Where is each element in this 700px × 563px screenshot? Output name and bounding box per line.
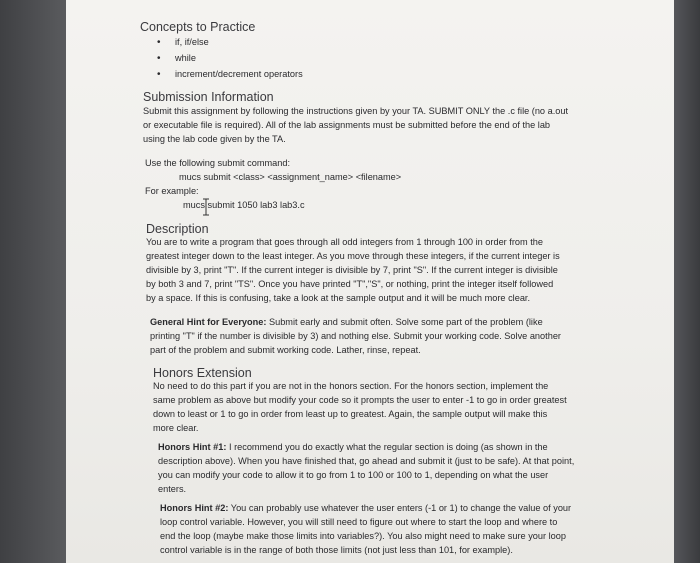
submit-command-label: Use the following submit command: <box>145 158 291 168</box>
left-background <box>0 0 66 563</box>
honors-hint1-line <box>158 440 548 455</box>
description-line: divisible by 3, print "T". If the current integer is divisible by 7, print "S". If the current integer is divisible <box>146 265 558 275</box>
submit-command: mucs submit <class> <assignment_name> <filename> <box>179 172 402 182</box>
honors-hint1-line: enters. <box>158 484 187 494</box>
document-page <box>66 0 674 563</box>
text-cursor-icon <box>202 198 210 216</box>
concept-item: while <box>175 53 196 63</box>
honors-line: more clear. <box>153 423 199 433</box>
honors-hint1-text: I recommend you do exactly what the regular section is doing (as shown in the <box>226 442 548 452</box>
description-line: by a space. If this is confusing, take a look at the sample output and it will be much more clear. <box>146 293 531 303</box>
concept-item: if, if/else <box>175 37 209 47</box>
general-hint-line: printing "T" if the number is divisible by 3) and nothing else. Submit your working code. Solve another <box>150 331 561 341</box>
honors-hint1-line: you can modify your code to allow it to go from 1 to 100 or 100 to 1, depending on what the user <box>158 470 549 480</box>
description-line: greatest integer down to the least integer. As you move through these integers, if the current integer is <box>146 251 560 261</box>
submission-line: or executable file is required). All of the lab assignments must be submitted before the end of the lab <box>143 120 551 130</box>
submission-line: Submit this assignment by following the instructions given by your TA. SUBMIT ONLY the .c file (no a.out <box>143 106 569 116</box>
honors-line: down to least or 1 to go in order from least up to greatest. Again, the sample output will make this <box>153 409 548 419</box>
honors-hint2-label: Honors Hint #2: <box>160 503 229 513</box>
example-command: mucs submit 1050 lab3 lab3.c <box>183 200 305 210</box>
general-hint-line <box>150 315 543 330</box>
honors-hint2-line: loop control variable. However, you will still need to figure out where to start the loop and where to <box>160 517 558 527</box>
general-hint-line: part of the problem and submit working code. Lather, rinse, repeat. <box>150 345 421 355</box>
concept-item: increment/decrement operators <box>175 69 303 79</box>
concept-bullet: • <box>157 69 161 80</box>
description-line: by both 3 and 7, print "TS". Once you have printed "T","S", or nothing, print the integer itself followed <box>146 279 554 289</box>
submission-line: using the lab code given by the TA. <box>143 134 286 144</box>
description-line: You are to write a program that goes through all odd integers from 1 through 100 in order from the <box>146 237 543 247</box>
concept-bullet: • <box>157 37 161 48</box>
honors-hint1-label: Honors Hint #1: <box>158 442 227 452</box>
submission-heading: Submission Information <box>143 90 274 104</box>
general-hint-text: Submit early and submit often. Solve some part of the problem (like <box>266 317 543 327</box>
right-background <box>674 0 700 563</box>
honors-heading: Honors Extension <box>153 366 252 380</box>
honors-line: No need to do this part if you are not in the honors section. For the honors section, implement the <box>153 381 549 391</box>
honors-line: same problem as above but modify your code so it prompts the user to enter -1 to go in order greatest <box>153 395 567 405</box>
honors-hint1-line: description above). When you have finished that, go ahead and submit it (just to be safe). At that point, <box>158 456 575 466</box>
honors-hint2-line <box>160 501 571 516</box>
description-heading: Description <box>146 222 209 236</box>
concept-bullet: • <box>157 53 161 64</box>
example-label: For example: <box>145 186 199 196</box>
concepts-heading: Concepts to Practice <box>140 20 256 34</box>
general-hint-label: General Hint for Everyone: <box>150 317 267 327</box>
honors-hint2-text: You can probably use whatever the user enters (-1 or 1) to change the value of your <box>228 503 572 513</box>
honors-hint2-line: control variable is in the range of both those limits (not just less than 101, for example). <box>160 545 513 555</box>
honors-hint2-line: end the loop (maybe make those limits into variables?). You also might need to make sure your loop <box>160 531 567 541</box>
